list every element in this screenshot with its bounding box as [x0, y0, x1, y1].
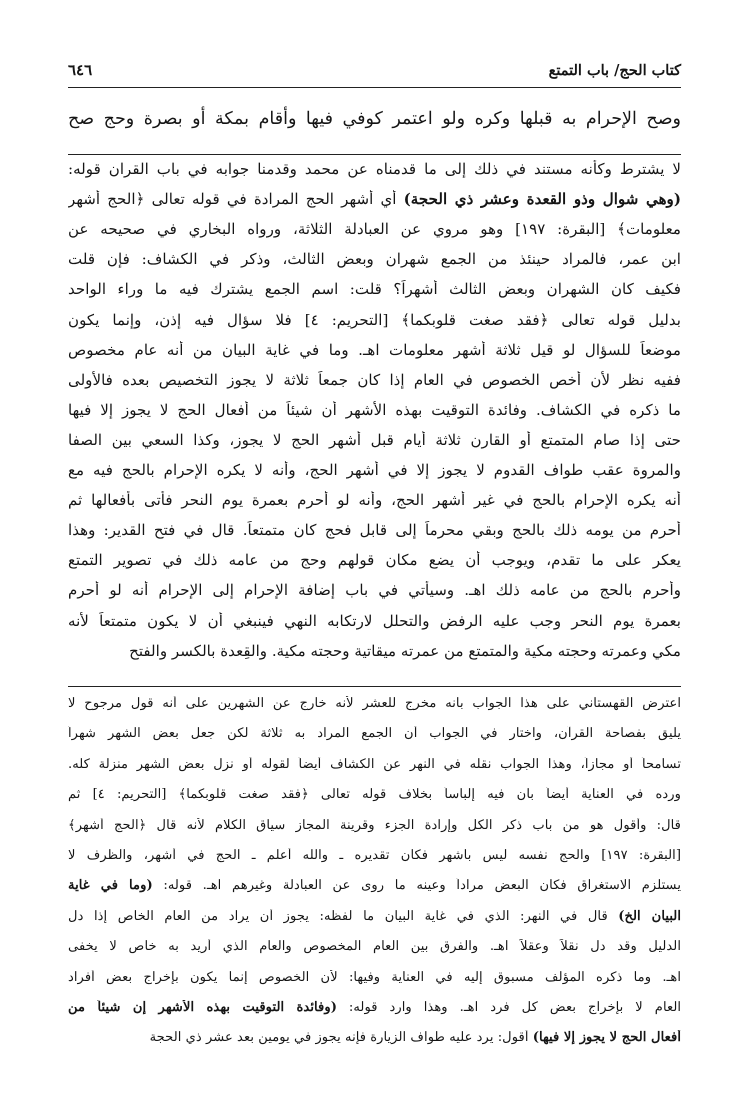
- line-text: يليق بفصاحة القرآن، واختار في الجواب أن الجمع المراد به ثلاثة لكن جعل بعض الشهر شهراً: [68, 726, 681, 742]
- line-text: حتى إذا صام المتمتع أو القارن ثلاثة أيام قبل أشهر الحج لا يجوز، وكذا السعي بين الصفا: [68, 430, 681, 449]
- commentary-line: [68, 160, 681, 178]
- line-text: الدليل وقد دل نقلاً وعقلاً اهـ. والفرق بين العام المخصوص والعام الذي أريد به خاص لا يخفى: [68, 939, 681, 955]
- footnote-line: [68, 909, 681, 924]
- line-text: وأحرم بالحج من عامه ذلك اهـ. وسيأتي في باب إضافة الإحرام إلى الإحرام أنه لو أحرم: [68, 581, 681, 600]
- line-text: لا يشترط وكأنه مستند في ذلك إلى ما قدمناه عن محمد وقدمنا جوابه في باب القران قوله:: [68, 160, 681, 178]
- bold-lemma: (وهي شوال وذو القعدة وعشر ذي الحجة): [403, 190, 681, 209]
- line-text: والمروة عقب طواف القدوم لا يجوز إلا في أشهر الحج، وأنه لا يكره الإحرام بالحج فيه مع: [68, 461, 681, 479]
- footnote-line: [68, 757, 681, 772]
- commentary-line: [68, 371, 681, 389]
- line-text: معلومات﴾ [البقرة: ١٩٧] وهو مروي عن العبادلة الثلاثة، ورواه البخاري في صحيحه عن: [68, 220, 681, 239]
- bold-lemma: أفعال الحج لا يجوز إلا فيها): [532, 1030, 681, 1046]
- bold-lemma: (وفائدة التوقيت بهذه الأشهر إن شيئاً من: [68, 1000, 337, 1015]
- line-text: ففيه نظر لأن أخص الخصوص في العام إذا كان جمعاً ثلاثة لا يجوز التخصيص بعده فالأولى: [68, 370, 681, 389]
- page-number: ٦٤٦: [68, 61, 93, 79]
- line-text: موضعاً للسؤال لو قيل ثلاثة أشهر معلومات اهـ. وما في غاية البيان من أنه عام مخصوص: [68, 340, 681, 359]
- running-title: كتاب الحج/ باب التمتع: [548, 62, 681, 79]
- commentary-line: [68, 190, 681, 208]
- commentary-line: [68, 341, 681, 359]
- bold-lemma: (وما في غاية: [68, 878, 153, 894]
- footnote-line: [68, 696, 681, 711]
- footnote-line: [68, 1000, 681, 1015]
- commentary-line: [68, 401, 681, 419]
- commentary-block: [68, 160, 681, 680]
- footnote-line: [68, 818, 681, 833]
- header-rule: [68, 87, 681, 88]
- line-text: ورده في العناية أيضاً بأن فيه إلباساً بخلاف قوله تعالى ﴿فقد صغت قلوبكما﴾ [التحريم: ٤] ثم: [68, 787, 681, 803]
- line-text: قال: وأقول هو من باب ذكر الكل وإرادة الجزء وقرينة المجاز سياق الكلام لأنه قال ﴿الحج أشهر﴾: [68, 817, 681, 833]
- line-text: أحرم من يومه ذلك بالحج وبقي محرماً إلى قابل فحج كان متمتعاً. قال في فتح القدير: وهذا: [68, 521, 681, 540]
- line-text: مكي وعمرته وحجته مكية والمتمتع من عمرته ميقاتية وحجته مكية. والقِعدة بالكسر والفتح: [129, 641, 681, 660]
- line-text: فكيف كان الشهران وبعض الثالث أشهراً؟ قلت: اسم الجمع يشترك فيه ما وراء الواحد: [68, 280, 681, 299]
- footnote-line: [68, 726, 681, 741]
- commentary-line: [68, 431, 681, 449]
- commentary-line: [68, 491, 681, 509]
- commentary-line: [68, 521, 681, 539]
- commentary-line: [68, 280, 681, 298]
- line-text: تسامحاً أو مجازاً، وهذا الجواب نقله في النهر عن الكشاف أيضاً لقوله أو نزل بعض الشهر منزلة كله.: [68, 756, 681, 772]
- line-text: يستلزم الاستغراق فكان البعض مراداً وعينه ما روى عن العبادلة وغيرهم اهـ. قوله:: [152, 878, 681, 894]
- line-text: العام لا بإخراج بعض كل فرد اهـ. وهذا وارد قوله:: [336, 1000, 681, 1015]
- commentary-line: [68, 612, 681, 630]
- line-text: أنه يكره الإحرام بالحج في غير أشهر الحج، وأنه لو أحرم بعمرة يوم النحر فأتى بأفعالها ثم: [68, 491, 681, 510]
- line-text: أي أشهر الحج المرادة في قوله تعالى ﴿الحج أشهر: [68, 190, 404, 209]
- page-header: [68, 58, 681, 88]
- commentary-line: [68, 461, 681, 479]
- commentary-line: [68, 581, 681, 599]
- footnote-line: [68, 970, 681, 985]
- line-text: يعكر على ما تقدم، ويوجب أن يضع مكان قولهم وحج من عامه ذلك في تصوير التمتع: [68, 551, 681, 570]
- line-text: اعترض القهستاني على هذا الجواب بأنه مخرج للعشر لأنه خارج عن الشهرين على أنه قول مرجوح لا: [68, 696, 681, 711]
- commentary-line: [68, 220, 681, 238]
- line-text: [البقرة: ١٩٧] والحج نفسه ليس بأشهر فكان تقديره ـ والله أعلم ـ الحج في أشهر، والظرف لا: [68, 848, 681, 863]
- commentary-line: [68, 311, 681, 329]
- main-text: وصح الإحرام به قبلها وكره ولو اعتمر كوفي فيها وأقام بمكة أو بصرة وحج صح: [68, 109, 681, 129]
- footnote-block: [68, 696, 681, 1066]
- main-text-divider: [68, 154, 681, 155]
- footnote-divider: [68, 686, 681, 687]
- footnote-line: [68, 1030, 681, 1045]
- line-text: بعمرة يوم النحر وجب عليه الرفض والتحلل لارتكابه النهي فينبغي أن لا يكون متمتعاً لأنه: [68, 611, 681, 630]
- line-text: ما ذكره في الكشاف. وفائدة التوقيت بهذه الأشهر أن شيئاً من أفعال الحج لا يجوز إلا فيها: [68, 400, 681, 419]
- commentary-line: [68, 250, 681, 268]
- commentary-line: [68, 551, 681, 569]
- line-text: اهـ. وما ذكره المؤلف مسبوق إليه في العناية وفيها: لأن الخصوص إنما يكون بإخراج بعض أفراد: [68, 969, 681, 985]
- footnote-line: [68, 939, 681, 954]
- line-text: ابن عمر، فالمراد حينئذ من الجمع شهران وبعض الثالث، وذكر في الكشاف: فإن قلت: [68, 250, 681, 269]
- footnote-line: [68, 848, 681, 863]
- line-text: أقول: يرد عليه طواف الزيارة فإنه يجوز في يومين بعد عشر ذي الحجة: [149, 1030, 533, 1046]
- footnote-line: [68, 787, 681, 802]
- bold-lemma: البيان الخ): [618, 908, 681, 924]
- footnote-line: [68, 878, 681, 893]
- line-text: قال في النهر: الذي في غاية البيان ما لفظه: يجوز أن يراد من العام الخاص إذا دل: [68, 908, 619, 924]
- commentary-line: [68, 642, 681, 660]
- line-text: بدليل قوله تعالى ﴿فقد صغت قلوبكما﴾ [التحريم: ٤] فلا سؤال فيه إذن، وإنما يكون: [68, 310, 681, 329]
